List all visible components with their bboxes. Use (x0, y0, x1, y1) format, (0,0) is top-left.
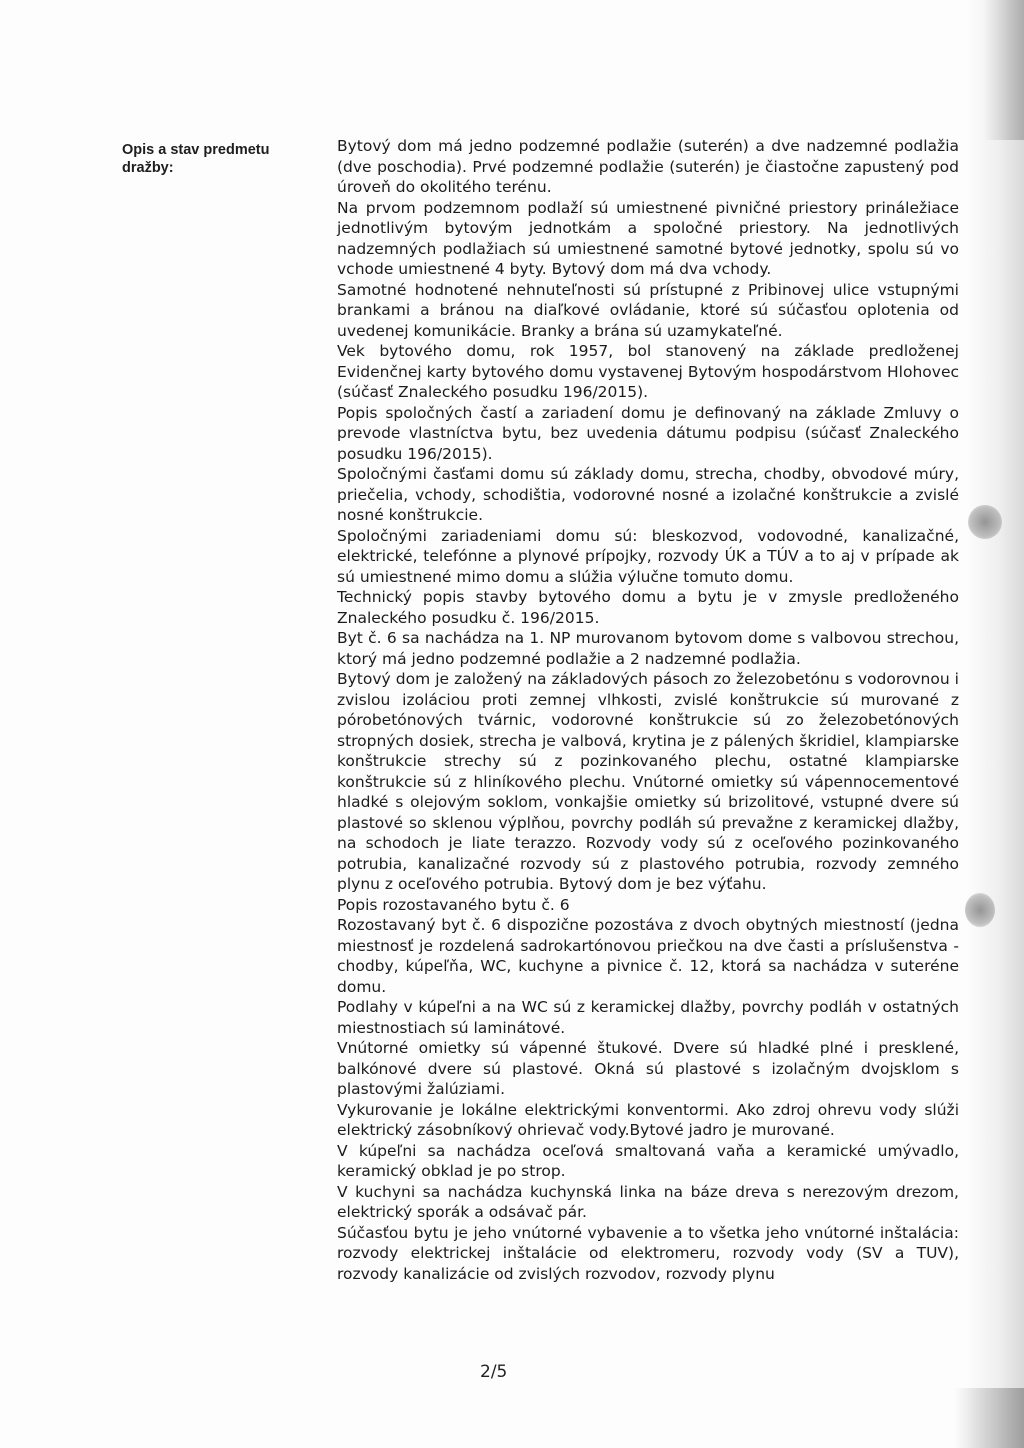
subheading: Popis rozostavaného bytu č. 6 (337, 895, 570, 914)
paragraph: Byt č. 6 sa nachádza na 1. NP murovanom bytovom dome s valbovou strechou, ktorý má jedno podzemné podlažie a 2 nadzemné podlažia. (337, 629, 959, 668)
paragraph: Technický popis stavby bytového domu a bytu je v zmysle predloženého Znaleckého posudku č. 196/2015. (337, 588, 959, 627)
paragraph: Spoločnými zariadeniami domu sú: bleskozvod, vodovodné, kanalizačné, elektrické, telefónne a plynové prípojky, rozvody ÚK a TÚV a to aj v prípade ak sú umiestnené mimo domu a slúžia výlučne tomuto domu. (337, 526, 959, 586)
paragraph: Bytový dom má jedno podzemné podlažie (suterén) a dve nadzemné podlažia (dve poschodia). Prvé podzemné podlažie (suterén) je čiastočne zapustený pod úroveň do okolitého terénu. (337, 137, 959, 196)
section-label: Opis a stav predmetu dražby: (122, 142, 270, 176)
section-content (337, 136, 959, 1284)
paragraph: V kúpeľni sa nachádza oceľová smaltovaná vaňa a keramické umývadlo, keramický obklad je po strop. (337, 1141, 959, 1180)
scan-shadow-bottom-right (954, 1388, 1024, 1448)
paragraph: Popis spoločných častí a zariadení domu je definovaný na základe Zmluvy o prevode vlastníctva bytu, bez uvedenia dátumu podpisu (súčasť Znaleckého posudku 196/2015). (337, 403, 959, 463)
scan-shadow-right (966, 0, 1024, 1448)
scan-shadow-top-right (984, 0, 1024, 140)
paragraph: Vek bytového domu, rok 1957, bol stanovený na základe predloženej Evidenčnej karty bytového domu vystavenej Bytovým hospodárstvom Hlohovec (súčasť Znaleckého posudku 196/2015). (337, 342, 959, 401)
paragraph: Vnútorné omietky sú vápenné štukové. Dvere sú hladké plné i presklené, balkónové dvere sú plastové. Okná sú plastové s izolačným dvojsklom s plastovými žalúziami. (337, 1039, 959, 1098)
page-number: 2/5 (480, 1362, 508, 1382)
paragraph: Podlahy v kúpeľni a na WC sú z keramickej dlažby, povrchy podláh v ostatných miestnostiach sú laminátové. (337, 998, 959, 1037)
paragraph: V kuchyni sa nachádza kuchynská linka na báze dreva s nerezovým drezom, elektrický sporák a odsávač pár. (337, 1182, 959, 1221)
punch-hole-mark (965, 893, 995, 927)
paragraph: Spoločnými časťami domu sú základy domu, strecha, chodby, obvodové múry, priečelia, vchody, schodištia, vodorovné nosné a izolačné konštrukcie a zvislé nosné konštrukcie. (337, 465, 959, 524)
paragraph: Bytový dom je založený na základových pásoch zo železobetónu s vodorovnou i zvislou izoláciou proti zemnej vlhkosti, zvislé konštrukcie sú murované z pórobetónových tvárnic, vodorovné konštrukcie sú zo železobetónových stropných dosiek, strecha je valbová, krytina je z pálených škridiel, klampiarske konštrukcie strechy sú z pozinkovaného plechu, ostatné klampiarske konštrukcie sú z hliníkového plechu. Vnútorné omietky sú vápennocementové hladké s olejovým soklom, vonkajšie omietky sú brizolitové, vstupné dvere sú plastové so sklenou výplňou, povrchy podláh sú prevažne z keramickej dlažby, na schodoch je liate terazzo. Rozvody vody sú z oceľového pozinkovaného potrubia, kanalizačné rozvody sú z plastového potrubia, rozvody zemného plynu z oceľového potrubia. Bytový dom je bez výťahu. (337, 670, 959, 893)
paragraph: Súčasťou bytu je jeho vnútorné vybavenie a to všetka jeho vnútorné inštalácia: rozvody elektrickej inštalácie od elektromeru, rozvody vody (SV a TUV), rozvody kanalizácie od zvislých rozvodov, rozvody plynu (337, 1223, 959, 1283)
paragraph: Rozostavaný byt č. 6 dispozične pozostáva z dvoch obytných miestností (jedna miestnosť je rozdelená sadrokartónovou priečkou na dve časti a príslušenstva - chodby, kúpeľňa, WC, kuchyne a pivnice č. 12, ktorá sa nachádza v suteréne domu. (337, 916, 959, 996)
paragraph: Samotné hodnotené nehnuteľnosti sú prístupné z Pribinovej ulice vstupnými brankami a bránou na diaľkové ovládanie, ktoré sú súčasťou oplotenia od uvedenej komunikácie. Branky a brána sú uzamykateľné. (337, 280, 959, 340)
paragraph: Vykurovanie je lokálne elektrickými konventormi. Ako zdroj ohrevu vody slúži elektrický zásobníkový ohrievač vody.Bytové jadro je murované. (337, 1100, 959, 1139)
paragraph: Na prvom podzemnom podlaží sú umiestnené pivničné priestory prináležiace jednotlivým bytovým jednotkám a spoločné priestory. Na jednotlivých nadzemných podlažiach sú umiestnené samotné bytové jednotky, spolu sú vo vchode umiestnené 4 byty. Bytový dom má dva vchody. (337, 198, 959, 278)
punch-hole-mark (968, 505, 1002, 539)
